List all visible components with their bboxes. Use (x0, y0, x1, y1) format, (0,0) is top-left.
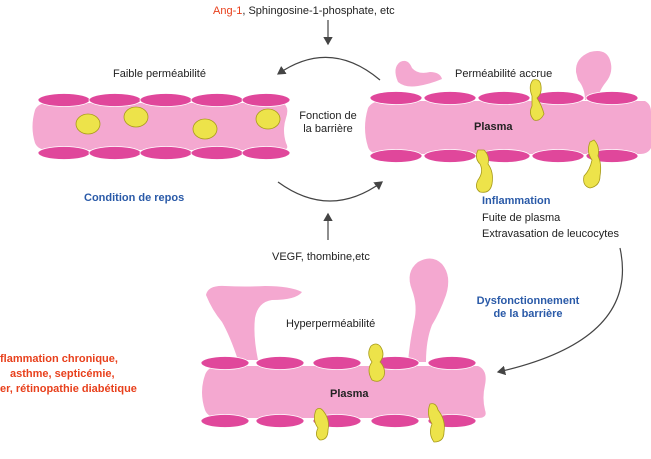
low-permeability-label: Faible perméabilité (113, 68, 206, 80)
inflammation-label: Inflammation (482, 195, 551, 207)
dysfunctional-vessel (201, 258, 486, 442)
resting-vessel (33, 94, 291, 160)
diseases-line1: flammation chronique, (0, 353, 118, 365)
resting-condition-label: Condition de repos (84, 192, 185, 204)
plasma-label-top: Plasma (474, 121, 513, 133)
diseases-line3: er, rétinopathie diabétique (0, 383, 137, 395)
barrier-function-line2: la barrière (303, 123, 353, 135)
dysfunction-protrusion-right (408, 258, 448, 362)
barrier-dysfunction-label (466, 295, 590, 321)
leukocyte-extravasation-label: Extravasation de leucocytes (482, 228, 619, 240)
barrier-dysfunction-line2: de la barrière (493, 308, 563, 320)
barrier-function-label (296, 110, 360, 136)
plasma-label-bottom: Plasma (330, 388, 369, 400)
ang1-label: Ang-1 (213, 5, 243, 17)
resting-bottom-endothelium (38, 147, 290, 160)
increased-permeability-label: Perméabilité accrue (455, 68, 553, 80)
associated-diseases-label (0, 352, 137, 397)
inflamed-protrusion-small (395, 61, 442, 87)
plasma-leak-label: Fuite de plasma (482, 212, 561, 224)
resting-top-endothelium (38, 94, 290, 107)
upstream-stabilizing-signals (213, 5, 395, 18)
dysfunction-top-endothelium (201, 357, 476, 370)
stabilizing-signals-rest: , Sphingosine-1-phosphate, etc (242, 5, 395, 17)
destabilizing-signals-label: VEGF, thombine,etc (272, 251, 370, 263)
diseases-line2: asthme, septicémie, (10, 368, 115, 380)
barrier-function-line1: Fonction de (299, 110, 357, 122)
inflamed-top-endothelium (370, 92, 638, 105)
barrier-dysfunction-line1: Dysfonctionnement (476, 295, 580, 307)
hyperpermeability-label: Hyperperméabilité (286, 318, 376, 330)
